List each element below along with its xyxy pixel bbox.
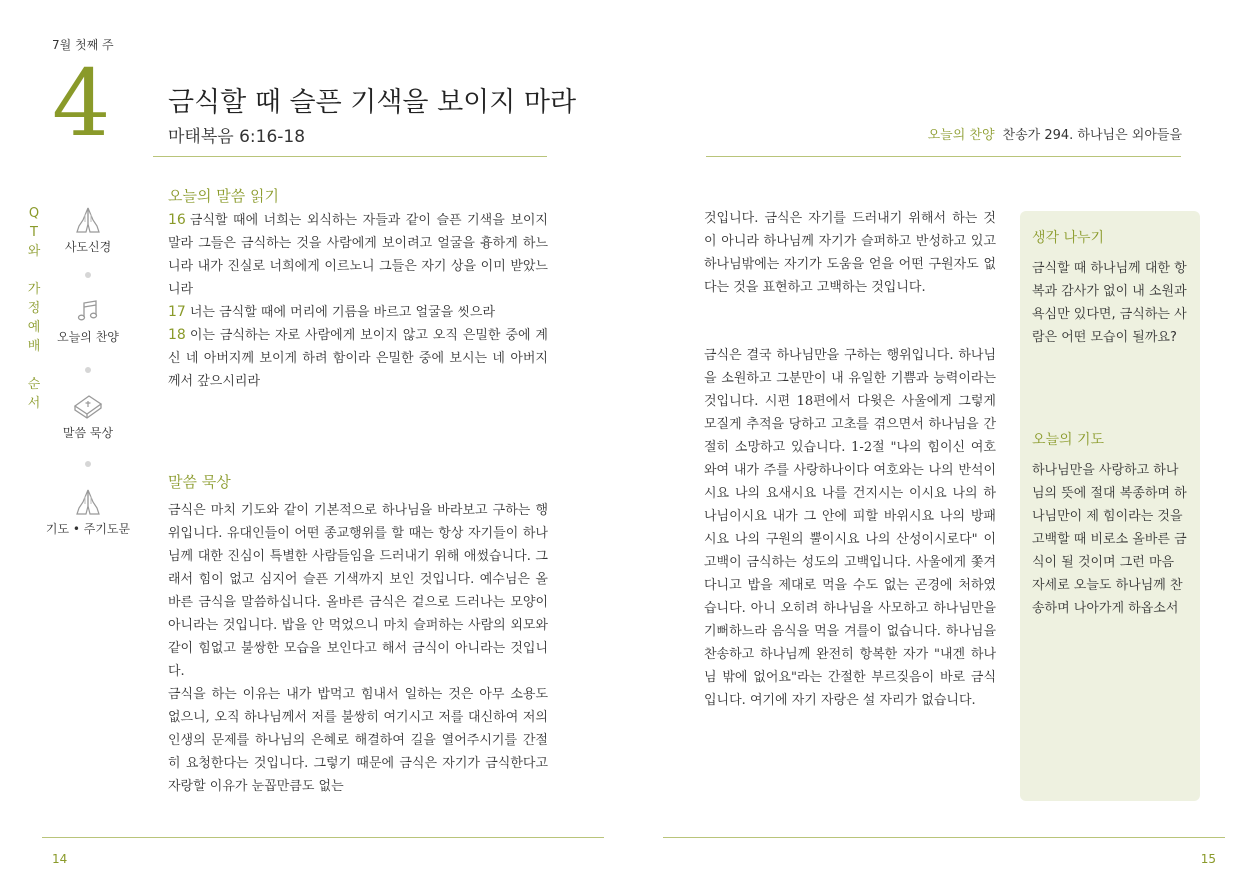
verse [168,324,548,393]
meditation-continued [704,207,996,299]
order-item-prayer [38,488,138,537]
vertical-char: 가 [27,282,41,297]
verse-number: 18 [168,327,186,343]
vertical-char [26,356,42,375]
paragraph: 금식을 하는 이유는 내가 밥먹고 힘내서 일하는 것은 아무 소용도 없으니, 오직 하나님께서 저를 불쌍히 여기시고 저를 대신하여 저의 인생의 문제를 하나님의 은혜로 해결하여 길을 열어주시기를 간절히 요청한다는 것입니다. 그렇기 때문에 금식은 자기가 금식한다고 자랑할 이유가 눈꼽만큼도 없는 [168,687,548,794]
hymn-label: 오늘의 찬양 [927,128,995,143]
vertical-char: 예 [27,320,41,335]
praying-hands-icon [73,488,103,516]
vertical-char: 정 [27,301,41,316]
order-item-creed [38,206,138,255]
verse-number: 16 [168,212,186,228]
hymn-info [928,124,1182,143]
hymn-value: 찬송가 294. 하나님은 외아들을 [1002,128,1182,143]
lesson-title: 금식할 때 슬픈 기색을 보이지 마라 [168,87,577,118]
divider [153,156,547,157]
music-note-icon [75,298,101,324]
prayer-heading: 오늘의 기도 [1032,432,1105,448]
divider [42,837,604,838]
verse-text: 이는 금식하는 자로 사람에게 보이지 않고 오직 은밀한 중에 계신 네 아버지께 보이게 하려 함이라 은밀한 중에 보시는 네 아버지께서 갚으시리라 [168,328,548,389]
scripture-reference: 마태복음 6:16-18 [168,127,306,147]
order-separator-dot [85,367,91,373]
page-number-left: 14 [52,852,68,866]
verse-number: 17 [168,304,186,320]
order-item-label: 오늘의 찬양 [57,330,119,344]
meditation-paragraph [704,344,996,712]
verse-text: 금식할 때에 너희는 외식하는 자들과 같이 슬픈 기색을 보이지 말라 그들은 금식하는 것을 사람에게 보이려고 얼굴을 흉하게 하느니라 내가 진실로 너희에게 이르노니 그들은 자기 상을 이미 받았느니라 [168,213,548,297]
sidebar-box [1020,211,1200,801]
reading-heading: 오늘의 말씀 읽기 [168,187,279,205]
verse-text: 너는 금식할 때에 머리에 기름을 바르고 얼굴을 씻으라 [189,305,496,320]
verse [168,209,548,301]
vertical-char: 배 [27,339,41,354]
share-heading: 생각 나누기 [1032,230,1105,246]
vertical-char: Q [28,206,40,221]
prayer-text: 하나님만을 사랑하고 하나님의 뜻에 절대 복종하며 하나님만이 제 힘이라는 것을 고백할 때 비로소 올바른 금식이 될 것이며 그런 마음 자세로 오늘도 하나님께 찬송하며 나아가게 하옵소서 [1032,463,1187,616]
vertical-char: 서 [27,396,41,411]
vertical-char [26,261,42,280]
order-separator-dot [85,272,91,278]
page-number-right: 15 [1200,852,1216,866]
order-item-label: 말씀 묵상 [62,426,114,440]
meditation-heading: 말씀 묵상 [168,473,231,491]
divider [706,156,1181,157]
vertical-char: 순 [27,377,41,392]
order-item-meditation [38,392,138,441]
paragraph: 것입니다. 금식은 자기를 드러내기 위해서 하는 것이 아니라 하나님께 자기가 슬퍼하고 반성하고 있고 하나님밖에는 자기가 도움을 얻을 어떤 구원자도 없다는 것을 표현하고 고백하는 것입니다. [704,211,996,295]
day-number: 4 [52,50,111,157]
meditation-text [168,499,548,798]
order-item-label: 기도 • 주기도문 [45,522,131,536]
vertical-char: 와 [27,244,41,259]
order-item-label: 사도신경 [64,240,112,254]
vertical-char: T [30,225,38,240]
order-item-hymn [38,298,138,345]
paragraph: 금식은 마치 기도와 같이 기본적으로 하나님을 바라보고 구하는 행위입니다. 유대인들이 어떤 종교행위를 할 때는 항상 자기들이 하나님께 대한 진심이 특별한 사람들임을 드러내기 위해 애썼습니다. 그래서 힘이 없고 심지어 슬픈 기색까지 보인 것입니다. 예수님은 올바른 금식을 말씀하십니다. 올바른 금식은 겉으로 드러나는 모양이 아니라는 것입니다. 밥을 안 먹었으니 마치 슬퍼하는 사람의 외모와 같이 힘없고 불쌍한 모습을 보인다고 해서 금식이 아니라는 것입니다. [168,503,548,679]
paragraph: 금식은 결국 하나님만을 구하는 행위입니다. 하나님을 소원하고 그분만이 내 유일한 기쁨과 능력이라는 것입니다. 시편 18편에서 다윗은 사울에게 그렇게 모질게 추적을 당하고 고초를 겪으면서 하나님을 간절히 소망하고 있습니다. 1-2절 "나의 힘이신 여호와여 내가 주를 사랑하나이다 여호와는 나의 반석이시요 나의 요새시요 나를 건지시는 이시요 나의 하나님이시요 내가 그 안에 피할 바위시요 나의 방패시요 나의 구원의 뿔이시요 나의 산성이시로다" 이 고백이 금식하는 성도의 고백입니다. 사울에게 쫓겨다니고 밥을 제대로 먹을 수도 없는 곤경에 처하였습니다. 아니 오히려 하나님을 사모하고 하나님만을 기뻐하느라 음식을 먹을 겨를이 없습니다. 하나님을 찬송하고 하나님께 완전히 항복한 자가 "내겐 하나님 밖에 없어요"라는 간절한 부르짖음이 바로 금식입니다. 여기에 자기 자랑은 설 자리가 없습니다. [704,348,996,708]
praying-hands-icon [73,206,103,234]
verse [168,301,548,324]
order-separator-dot [85,461,91,467]
share-text: 금식할 때 하나님께 대한 항복과 감사가 없이 내 소원과 욕심만 있다면, 금식하는 사람은 어떤 모습이 될까요? [1032,261,1187,345]
week-label: 7월 첫째 주 [52,38,114,52]
divider [663,837,1225,838]
bible-icon [72,392,104,420]
scripture-reading [168,209,548,393]
